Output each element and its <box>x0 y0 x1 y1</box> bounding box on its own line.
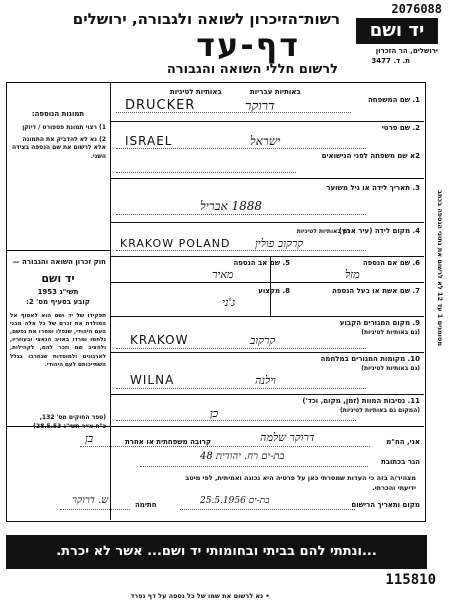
declarant-name-value[interactable]: דרוקר שלמה <box>260 431 315 444</box>
declarant-address-underline <box>140 466 368 467</box>
quote-banner <box>6 535 427 569</box>
field-11-label <box>302 397 420 405</box>
signature-label: חתימה <box>135 501 157 509</box>
field-6-label <box>363 259 420 267</box>
place-date-value[interactable]: בת-ים 25.5.1956 <box>200 496 270 506</box>
hebrew-column-header: באותיות עבריות <box>250 88 301 96</box>
field-11-title: נסיבות המוות (זמן, מקום, וכד') <box>302 397 406 405</box>
spouse-name-value[interactable]: ג'ני <box>222 296 236 309</box>
declarant-name-underline <box>80 446 370 447</box>
law-text: תפקידו של יד ושם הוא לאסוף אל המולדת את זכרם של כל אלה מבני העם היהודי, שנפלו ומסרו את נפשם, נלחמו ומרדו באויב הנאצי ובעוזריו, ולהציב שם וזכר להם, לקהילות, לארגונים ולמוסדות שנחרבו בגלל השתייכותם לעם היהודי. <box>10 313 106 368</box>
law-date: כ"ח אייר תשי"ג 28.5.53) <box>33 423 106 430</box>
field-7-label <box>332 287 420 295</box>
photos-item-2: 2) נא לא להדביק את התמונה אלא לרשום את שם הנספה בצידה השני. <box>11 136 106 160</box>
field-3-title: תאריך לידה או גיל משוער <box>326 184 411 192</box>
form-title: דף-עד <box>196 26 300 64</box>
field-4-label <box>339 227 420 235</box>
field-1-number: 1. <box>412 96 420 104</box>
field-8-label <box>258 287 290 295</box>
field-3-underline <box>116 214 366 215</box>
field-9-number: 9. <box>412 319 420 327</box>
field-1-title: שם המשפחה <box>367 96 411 104</box>
field-3-number: 3. <box>412 184 420 192</box>
death-circumstances-value[interactable]: כן <box>210 407 219 420</box>
row-divider <box>110 282 424 283</box>
father-name-value[interactable]: מאיר <box>212 268 234 281</box>
declarant-address-value[interactable]: בת-ים רח. יהודית 48 <box>200 451 285 462</box>
law-title: חוק זכרון השואה והגבורה — <box>12 258 106 266</box>
row-divider <box>110 178 424 179</box>
signature-underline <box>60 509 130 510</box>
field-10-number: 10. <box>407 355 420 363</box>
birthplace-latin-value[interactable]: KRAKOW POLAND <box>120 237 231 250</box>
archive-stamp: 115810 <box>385 572 436 588</box>
declarant-name-label: אני, הח"מ <box>386 438 420 446</box>
left-column-divider <box>110 82 111 520</box>
field-9-title: מקום המגורים הקבוע <box>339 319 411 327</box>
serial-number: 2076088 <box>391 2 442 16</box>
field-10-label <box>321 355 420 363</box>
signature-value[interactable]: ש. דרוקר <box>72 495 109 506</box>
logo-address: ירושלים, הר הזכרון <box>375 47 438 55</box>
field-7-title: שם אשת או בעל הנספה <box>332 287 411 295</box>
declarant-relation-value[interactable]: בן <box>85 432 94 445</box>
row-divider <box>110 316 424 317</box>
quote-banner-text: ...ונתתי להם בביתי ובחומותי יד ושם... אשר לא יכרת. <box>56 544 377 559</box>
law-clause: קובע בסעיף מס' 2: <box>26 298 90 306</box>
authority-title: רשות־הזיכרון לשואה ולגבורה, ירושלים <box>72 10 340 28</box>
law-source: (ספר החוקים מס' 132, <box>39 414 106 421</box>
residence-hebrew-value[interactable]: קרקוב <box>250 334 276 347</box>
logo-pobox: ת. ד. 3477 <box>371 57 410 65</box>
field-8-title: מקצוע <box>258 287 281 295</box>
field-2-number: 2. <box>412 124 420 132</box>
field-2a-underline <box>116 172 296 173</box>
field-4-underline <box>116 250 366 251</box>
wartime-residence-hebrew-value[interactable]: וילנה <box>255 374 276 387</box>
declarant-separator <box>6 426 424 427</box>
footer-note <box>100 592 300 600</box>
declarant-relation-label: קרובה משפחתית או אחרת <box>125 438 211 446</box>
place-date-underline <box>180 509 355 510</box>
field-2a-number: 2א <box>410 152 420 160</box>
field-10-title: מקומות המגורים במלחמה <box>320 355 406 363</box>
field-11-sub: (המקום גם באותיות לטיניות) <box>340 407 420 414</box>
row-divider <box>110 256 424 257</box>
place-date-label: מקום ותאריך הרישום <box>351 501 420 509</box>
logo-text: יד ושם <box>369 20 425 41</box>
field-10-sub: (גם באותיות לטיניות) <box>361 365 420 372</box>
mother-name-value[interactable]: מזל <box>345 268 360 281</box>
field-6-title: שם אם הנספה <box>362 259 411 267</box>
field-5-title: שם אב הנספה <box>233 259 281 267</box>
side-note: מסומנים 1 עד 12 לא לרשום את נתוני הנספה בכתב <box>436 190 444 347</box>
first-name-latin-value[interactable]: ISRAEL <box>125 134 173 148</box>
row-divider <box>110 394 424 395</box>
yad-vashem-logo <box>356 18 438 44</box>
birth-date-value[interactable]: 1888 אבריל <box>200 199 262 213</box>
field-9-underline <box>116 348 366 349</box>
birthplace-hebrew-value[interactable]: קרקוב פולין <box>255 237 304 250</box>
surname-hebrew-value[interactable]: דרוקר <box>245 99 275 114</box>
field-1-label <box>368 96 420 104</box>
field-11-number: 11. <box>407 397 420 405</box>
latin-column-header: באותיות לטיניות <box>170 88 222 96</box>
field-10-underline <box>116 388 366 389</box>
field-9-label <box>340 319 420 327</box>
field-4-title: מקום לידה (עיר ארץ) <box>338 227 411 235</box>
field-2a-label <box>322 152 420 160</box>
field-6-number: 6. <box>412 259 420 267</box>
field-8-number: 8. <box>282 287 290 295</box>
field-2-underline <box>116 148 366 149</box>
field-2-title: שם פרטי <box>381 124 411 132</box>
field-5-label <box>233 259 290 267</box>
field-9-sub: (גם באותיות לטיניות) <box>361 329 420 336</box>
field-4-sub: גם באותיות לטיניות <box>296 228 350 235</box>
field-3-label <box>326 184 420 192</box>
law-name: יד ושם <box>41 272 75 285</box>
declaration-text: מצהיר/ה בזה כי העדות שמסרתי כאן על פרטיה היא נכונה ואמיתית, לפי מיטב ידיעתי והכרתי. <box>185 474 416 492</box>
declarant-address-label: הגר בכתובת <box>380 458 420 466</box>
first-name-hebrew-value[interactable]: ישראל <box>250 134 281 148</box>
row-divider <box>110 352 424 353</box>
law-year: תשי"ג 1953 <box>37 288 79 296</box>
row-divider <box>110 222 424 223</box>
field-7-number: 7. <box>412 287 420 295</box>
residence-latin-value[interactable]: KRAKOW <box>130 333 189 347</box>
photos-title: תמונות הנוספה: <box>31 110 85 118</box>
photos-item-1: 1) רצוי תמונת פספורט / דיוקן <box>22 124 106 131</box>
field-2-label <box>382 124 420 132</box>
wartime-residence-latin-value[interactable]: WILNA <box>130 373 175 387</box>
field-2a-title: שם משפחה לפני הנישואים <box>321 152 408 160</box>
row-divider <box>110 121 424 122</box>
field-4-number: 4. <box>412 227 420 235</box>
footer-note-text: נא לרשום את שמו של כל נספה על דף נפרד <box>130 592 264 600</box>
form-subtitle: לרשום חללי השואה והגבורה <box>166 62 338 77</box>
field-5-number: 5. <box>282 259 290 267</box>
left-column-separator <box>6 250 110 251</box>
footer-bullet-icon: • <box>265 592 270 600</box>
field-11-underline <box>116 420 356 421</box>
surname-latin-value[interactable]: DRUCKER <box>125 98 196 113</box>
